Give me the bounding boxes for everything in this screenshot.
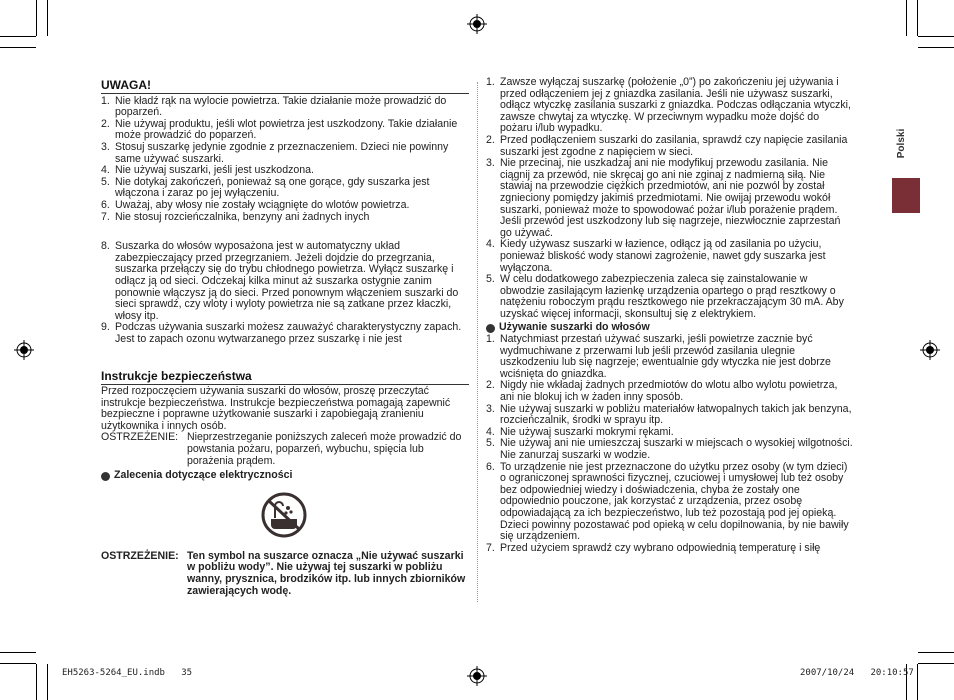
list-item [486,438,854,461]
list-item-text: Nigdy nie wkładaj żadnych przedmiotów do wlotu albo wylotu powietrza, ani nie blokuj ich w żaden inny sposób. [500,379,838,404]
list-item-text: Nie używaj ani nie umieszczaj suszarki w miejscach o wysokiej wilgotności. Nie zanurzaj suszarki w wodzie. [500,437,853,461]
list-item [101,212,469,224]
list-item-number: 5. [486,437,495,450]
list-item-text: Suszarka do włosów wyposażona jest w automatyczny układ zabezpieczający przed przegrzaniem. Jeżeli dojdzie do przegrzania, suszarka przełączy się do trybu chłodnego powietrza. Wyłącz suszarkę i odłącz ją od sieci. Odczekaj kilka minut aż suszarka ostygnie zanim ponownie włączysz ją do sieci. Przed ponownym włączeniem suszarki do sieci sprawdź, czy wloty i wyloty powietrza nie są zatkane przez kłaczki, włosy itp. [115,240,459,322]
list-item-text: Podczas używania suszarki możesz zauważyć charakterystyczny zapach. Jest to zapach ozonu wytwarzanego przez suszarkę i nie jest [115,321,462,345]
crop-mark [0,652,36,653]
list-item [486,77,854,135]
crop-mark [36,664,37,700]
list-item [486,520,854,543]
crop-mark [0,47,36,48]
warning-list-continued [101,241,469,345]
list-item-text: Dzieci powinny pozostawać pod opieką w celu dopilnowania, by nie bawiły się urządzeniem. [500,518,849,543]
electric-heading [101,470,469,482]
list-item-text: To urządzenie nie jest przeznaczone do użytku przez osoby (w tym dzieci) o ograniczonej sprawności fizycznej, czuciowej i umysłowej lub też osoby bez odpowiedniej wiedzy i doświadczenia, chyba że zostały one odpowiednio pouczone, jak korzystać z urządzenia, przez osobę odpowiadającą za ich bezpieczeństwo, lub też pozostają pod jej opieką. [500,460,848,519]
bullet-icon [486,324,495,333]
list-item-text: Stosuj suszarkę jedynie zgodnie z przeznaczeniem. Dzieci nie powinny same używać suszarki. [115,140,449,165]
list-item [486,334,854,380]
registration-mark-icon [467,14,487,34]
list-item-text: Przed podłączeniem suszarki do zasilania, sprawdź czy napięcie zasilania suszarki jest zgodne z napięciem w sieci. [500,133,848,158]
safety-title: Instrukcje bezpieczeństwa [101,369,252,384]
warning-list [101,96,469,224]
list-item-number: 7. [101,210,110,223]
warning-title: UWAGA! [101,78,151,92]
footer-date [800,668,914,678]
list-item-number: 5. [101,175,110,188]
list-item-text: Nie używaj suszarki w pobliżu materiałów łatwopalnych takich jak benzyna, rozcieńczalnik, środki w sprayu itp. [500,402,852,427]
list-item-number: 8. [101,240,110,253]
list-item-number: 5. [486,273,495,286]
left-column [101,80,469,597]
crop-mark [917,0,918,36]
crop-mark [0,663,36,664]
list-item [101,177,469,200]
list-item [486,274,854,320]
list-item-number: 9. [101,321,110,334]
list-item [486,462,854,520]
crop-mark [36,0,37,36]
list-item-number: 6. [101,198,110,211]
list-item-text: Przed użyciem sprawdź czy wybrano odpowiednią temperaturę i siłę [500,541,821,554]
crop-mark [918,663,954,664]
heading-rule [101,93,469,94]
list-item-number: 2. [101,117,110,130]
list-item-number: 1. [486,333,495,346]
registration-mark-icon [467,666,487,686]
safety-intro: Przed rozpoczęciem używania suszarki do włosów, proszę przeczytać instrukcje bezpieczeństwa. Instrukcje bezpieczeństwa pomagają zapewnić bezpieczne i poprawne użytkowanie suszarki i zapobiegają zranieniu użytkownika i innych osób. [101,385,451,432]
list-item [101,119,469,142]
list-item-text: Nie używaj suszarki mokrymi rękami. [500,425,674,438]
language-label: Polski [895,128,907,159]
footer-date-value: 2007/10/24 [800,668,855,678]
list-item-text: Kiedy używasz suszarki w łazience, odłącz ją od zasilania po użyciu, ponieważ bliskość wody stanowi zagrożenie, nawet gdy suszarka jest wyłączona. [500,238,826,274]
bullet-icon [101,472,110,481]
list-item-number: 4. [486,425,495,438]
symbol-warning-text: Ten symbol na suszarce oznacza „Nie używać suszarki w pobliżu wody”. Nie używaj tej suszarki w pobliżu wanny, prysznica, brodzików itp. lub innych zbiorników zawierających wodę. [187,549,466,597]
list-item-text: Uważaj, aby włosy nie zostały wciągnięte do wlotów powietrza. [115,198,410,211]
crop-mark [918,36,954,37]
language-tab [892,178,920,213]
list-item-number: 3. [486,402,495,415]
list-item [486,380,854,403]
list-item-number: 2. [486,133,495,146]
symbol-warning-label: OSTRZEŻENIE: [101,549,179,562]
column-divider [477,82,479,602]
footer-file [62,668,192,678]
list-item-text: Natychmiast przestań używać suszarki, jeśli powietrze zacznie być wydmuchiwane z przerwami lub jeśli przewód zasilania ulegnie uszkodzeniu lub się nagrzeje; ewentualnie gdy wtyczka nie jest dobrze wciśnięta do gniazdka. [500,333,831,380]
footer-filename: EH5263-5264_EU.indb [62,668,165,678]
list-item-text: Nie używaj suszarki, jeśli jest uszkodzona. [115,164,315,177]
crop-mark [47,664,48,700]
list-item-text: Zawsze wyłączaj suszarkę (położenie „0”) po zakończeniu jej używania i przed odłączeniem jej z gniazdka zasilania. Jeśli nie używasz suszarki, odłącz wtyczkę zasilania suszarki z gniazdka. Podczas odłączania wtyczki, zawsze chwytaj za wtyczkę. W przeciwnym wypadku może dojść do pożaru i/lub wypadku. [500,76,851,135]
list-item [101,96,469,119]
list-item-number: 7. [486,541,495,554]
list-item [101,142,469,165]
list-item [486,158,854,239]
crop-mark [918,652,954,653]
registration-mark-icon [14,340,34,360]
list-item [101,241,469,322]
list-item-number: 1. [486,76,495,88]
electric-list [486,77,854,320]
list-item-text: Nie kładź rąk na wylocie powietrza. Takie działanie może prowadzić do poparzeń. [115,94,447,119]
crop-mark [918,47,954,48]
list-item-number: 1. [101,94,110,107]
list-item [486,239,854,274]
caution-text: Nieprzestrzeganie poniższych zaleceń może prowadzić do powstania pożaru, poparzeń, wybuchu, spięcia lub porażenia prądem. [187,431,462,467]
list-item [486,543,854,555]
footer-page: 35 [181,668,193,678]
list-item-number: 6. [486,460,495,473]
usage-heading-text: Używanie suszarki do włosów [499,321,650,334]
registration-mark-icon [920,340,940,360]
electric-heading-text: Zalecenia dotyczące elektryczności [114,469,293,482]
list-item-number: 4. [101,164,110,177]
list-item-number: 4. [486,238,495,251]
list-item-text: Nie stosuj rozcieńczalnika, benzyny ani żadnych inych [115,210,370,223]
crop-mark [906,0,907,36]
list-item [101,322,469,345]
list-item-text: Nie używaj produktu, jeśli wlot powietrza jest uszkodzony. Takie działanie może prowadzić do poparzeń. [115,117,458,142]
usage-list [486,334,854,554]
caution-row [101,432,469,467]
symbol-warning-row [101,551,469,597]
list-item-number: 2. [486,379,495,392]
crop-mark [47,0,48,36]
list-item-text: Nie przecinaj, nie uszkadzaj ani nie modyfikuj przewodu zasilania. Nie ciągnij za przewód, nie skręcaj go ani nie zginaj z nadmierną siłą. Nie stawiaj na przewodzie ciężkich przedmiotów, ani nie pozwól by został zgnieciony pomiędzy jakimiś przedmiotami. Nie owijaj przewodu wokół suszarki, ponieważ może to spowodować pożar i/lub porażenie prądem. Jeśli przewód jest uszkodzony lub się nagrzeje, niezwłocznie zaprzestań go używać. [500,157,841,239]
list-item [486,404,854,427]
list-item-number: 3. [101,140,110,153]
no-water-symbol-icon [259,491,309,539]
caution-label: OSTRZEŻENIE: [101,431,179,444]
right-column [486,77,854,554]
footer-time: 20:10:57 [870,668,914,678]
crop-mark [0,36,36,37]
list-item-text: W celu dodatkowego zabezpieczenia zaleca się zainstalowanie w obwodzie zasilającym łazienkę urządzenia opartego o prąd resztkowy o natężeniu roboczym prądu resztkowego nie przekraczającym 30 mA. Aby uzyskać więcej informacji, skonsultuj się z elektrykiem. [500,273,844,320]
list-item [486,135,854,158]
list-item-text: Nie dotykaj zakończeń, ponieważ są one gorące, gdy suszarka jest włączona i zaraz po jej wyłączeniu. [115,175,430,200]
crop-mark [917,664,918,700]
list-item-number: 3. [486,157,495,170]
